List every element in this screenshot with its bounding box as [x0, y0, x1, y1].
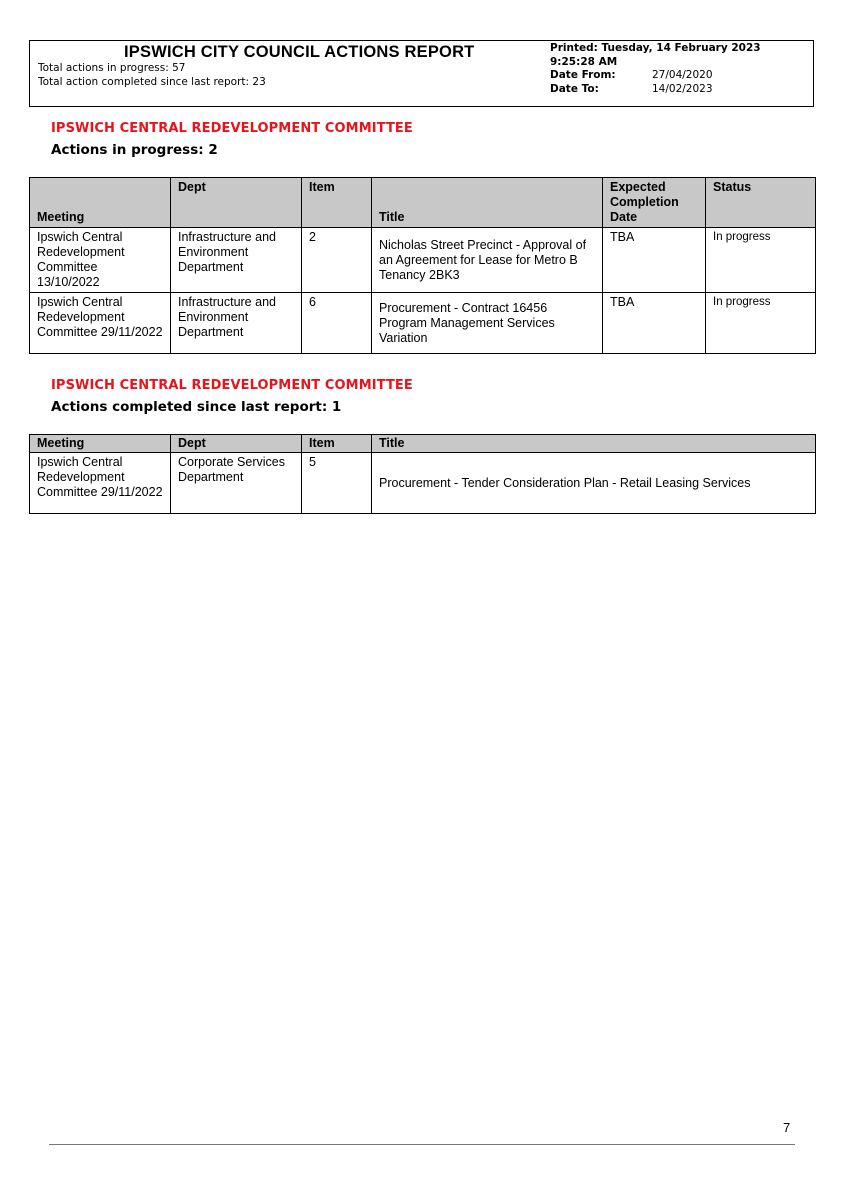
column-header: Item [302, 178, 372, 228]
table-header-row [30, 178, 816, 228]
section-subtitle: Actions completed since last report: 1 [51, 399, 342, 415]
table-row [30, 293, 816, 354]
column-header: Title [372, 435, 816, 453]
date-to-label: Date To: [550, 83, 599, 95]
total-completed: Total action completed since last report: 23 [38, 76, 266, 88]
dept-cell: Infrastructure and Environment Department [171, 293, 302, 354]
title-cell: Procurement - Contract 16456 Program Management Services Variation [372, 293, 603, 354]
dept-cell: Infrastructure and Environment Department [171, 228, 302, 293]
date-from-value: 27/04/2020 [652, 69, 713, 81]
committee-heading: IPSWICH CENTRAL REDEVELOPMENT COMMITTEE [51, 378, 413, 393]
item-cell: 6 [302, 293, 372, 354]
item-cell: 2 [302, 228, 372, 293]
item-cell: 5 [302, 453, 372, 514]
title-cell: Procurement - Tender Consideration Plan - Retail Leasing Services [372, 453, 816, 514]
expected-date-cell: TBA [603, 228, 706, 293]
page-number: 7 [783, 1120, 791, 1135]
column-header: Expected Completion Date [603, 178, 706, 228]
footer-divider [49, 1144, 795, 1145]
column-header: Item [302, 435, 372, 453]
column-header: Meeting [30, 435, 171, 453]
committee-heading: IPSWICH CENTRAL REDEVELOPMENT COMMITTEE [51, 121, 413, 136]
section-subtitle: Actions in progress: 2 [51, 142, 218, 158]
status-cell: In progress [706, 228, 816, 293]
expected-date-cell: TBA [603, 293, 706, 354]
status-cell: In progress [706, 293, 816, 354]
meeting-cell: Ipswich Central Redevelopment Committee 29/11/2022 [30, 293, 171, 354]
column-header: Title [372, 178, 603, 228]
date-to-value: 14/02/2023 [652, 83, 713, 95]
actions-completed-table [29, 434, 816, 514]
report-title: IPSWICH CITY COUNCIL ACTIONS REPORT [124, 43, 475, 61]
meeting-cell: Ipswich Central Redevelopment Committee 13/10/2022 [30, 228, 171, 293]
date-from-label: Date From: [550, 69, 616, 81]
column-header: Dept [171, 435, 302, 453]
total-in-progress: Total actions in progress: 57 [38, 62, 186, 74]
meeting-cell: Ipswich Central Redevelopment Committee 29/11/2022 [30, 453, 171, 514]
printed-time: 9:25:28 AM [550, 56, 618, 68]
title-cell: Nicholas Street Precinct - Approval of an Agreement for Lease for Metro B Tenancy 2BK3 [372, 228, 603, 293]
actions-in-progress-table [29, 177, 816, 354]
dept-cell: Corporate Services Department [171, 453, 302, 514]
column-header: Status [706, 178, 816, 228]
table-header-row [30, 435, 816, 453]
column-header: Dept [171, 178, 302, 228]
column-header: Meeting [30, 178, 171, 228]
table-row [30, 453, 816, 514]
printed-date: Printed: Tuesday, 14 February 2023 [550, 42, 761, 54]
table-row [30, 228, 816, 293]
